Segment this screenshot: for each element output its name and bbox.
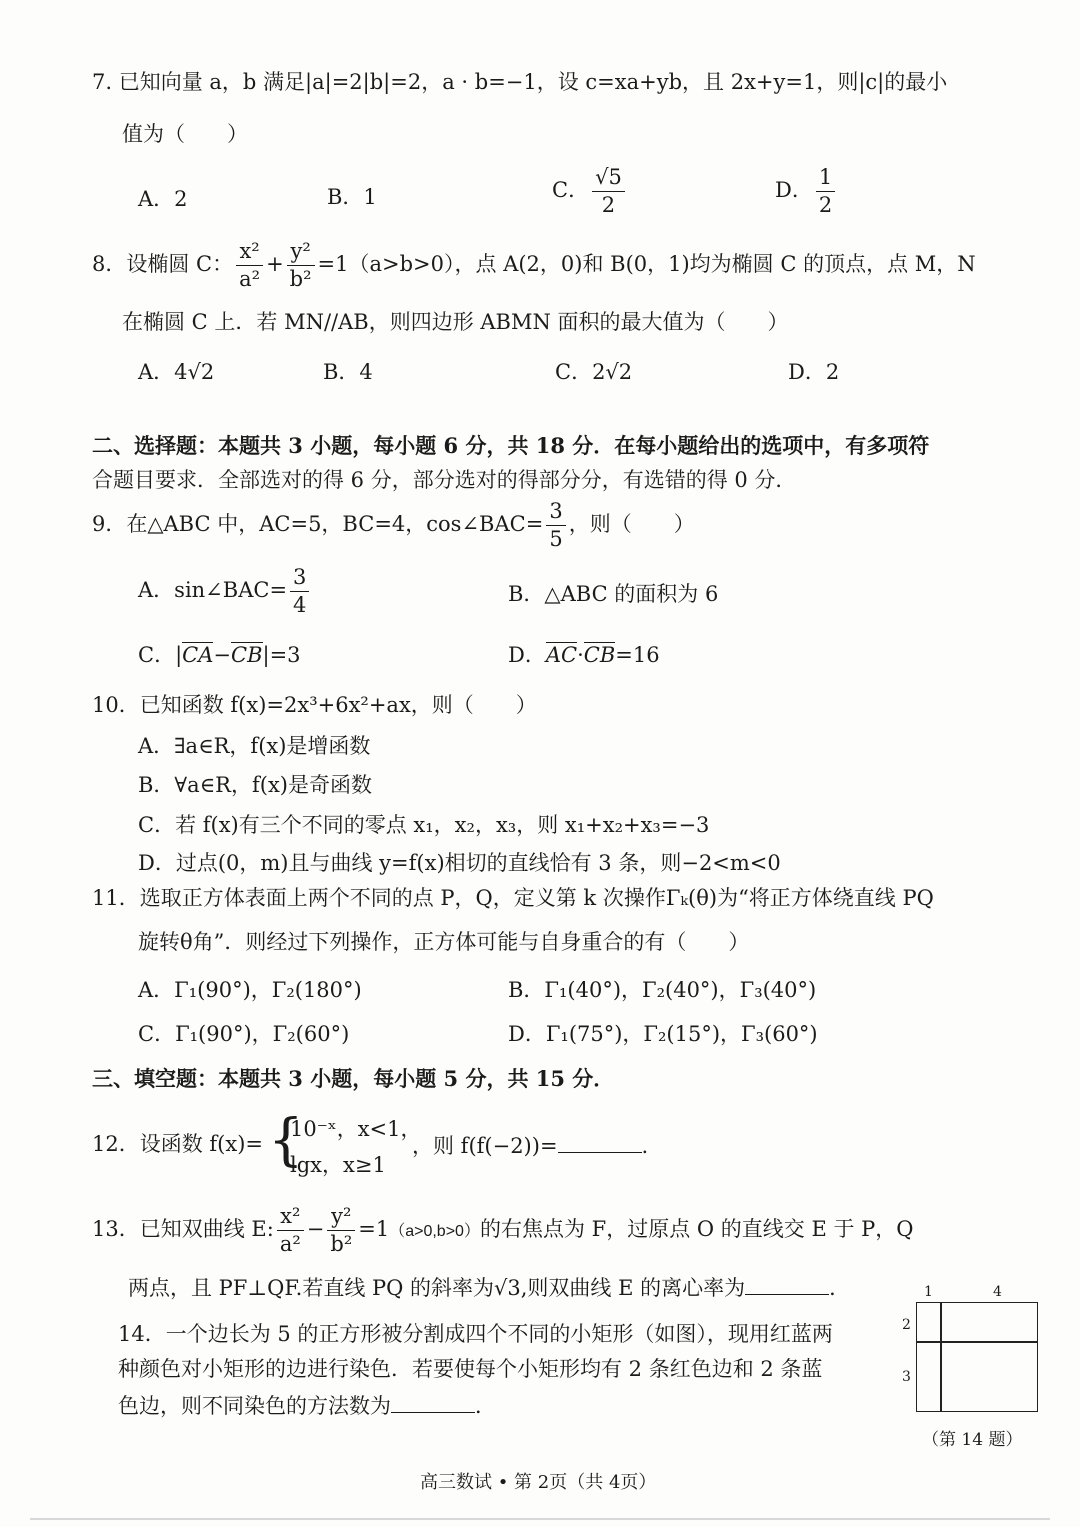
q7-option-b: B．1 — [327, 185, 377, 209]
q12-prefix: 12．设函数 f(x)= — [92, 1132, 263, 1156]
q8-frac-x — [236, 240, 263, 291]
q8-frac-y-den: b² — [289, 267, 312, 292]
q8-frac-y-num: y² — [287, 240, 315, 266]
q8-stem-line2: 在椭圆 C 上．若 MN//AB，则四边形 ABMN 面积的最大值为（ ） — [122, 310, 789, 334]
q8-frac-y — [287, 240, 315, 291]
q8-option-b: B．4 — [323, 360, 373, 384]
q10-option-d: D．过点(0，m)且与曲线 y=f(x)相切的直线恰有 3 条，则−2<m<0 — [138, 851, 781, 875]
q8-frac-x-den: a² — [239, 267, 261, 292]
q7-option-c — [552, 166, 628, 217]
q9-frac-num: 3 — [546, 500, 565, 526]
q7-option-d-fraction — [816, 166, 835, 217]
q7-stem-line1: 7. 已知向量 a，b 满足|a|=2|b|=2，a · b=−1，设 c=xa+yb，且 2x+y=1，则|c|的最小 — [92, 70, 948, 94]
q13-frac-y-den: b² — [330, 1232, 353, 1257]
section2-heading-line1: 二、选择题：本题共 3 小题，每小题 6 分，共 18 分．在每小题给出的选项中，有多项符 — [92, 433, 930, 458]
q8-option-d: D．2 — [788, 360, 840, 384]
q14-line3-text: 色边，则不同染色的方法数为 — [118, 1394, 391, 1418]
q8-option-c: C．2√2 — [555, 360, 633, 384]
q14-fig-square — [916, 1302, 1038, 1412]
q9-option-d-prefix: D． — [508, 643, 546, 667]
q9-frac-den: 5 — [549, 527, 563, 552]
q7-stem-line2: 值为（ ） — [122, 122, 248, 146]
q8-stem-line1 — [92, 240, 976, 291]
q7-option-d-label: D． — [775, 178, 813, 203]
page-footer: 高三数试 • 第 2页（共 4页） — [420, 1472, 657, 1493]
q9-option-a-frac — [290, 566, 309, 617]
q11-stem-line2: 旋转θ角”．则经过下列操作，正方体可能与自身重合的有（ ） — [138, 930, 750, 954]
q13-frac-x — [277, 1205, 304, 1256]
q9-option-a-prefix: A．sin∠BAC= — [138, 578, 288, 603]
q9-vector-ca: CA — [182, 643, 214, 667]
q11-option-c: C．Γ₁(90°)，Γ₂(60°) — [138, 1022, 350, 1046]
q9-option-d-dot: · — [577, 643, 584, 667]
q8-prefix: 8．设椭圆 C： — [92, 252, 234, 277]
q14-fig-top-label-1: 1 — [924, 1284, 933, 1300]
q7-option-d-den: 2 — [818, 193, 833, 218]
q13-line2-end: ． — [829, 1276, 851, 1300]
page-bottom-rule — [30, 1518, 1050, 1520]
q9-option-a — [138, 566, 312, 617]
q9-option-d-suffix: =16 — [615, 643, 660, 667]
q13-frac-x-num: x² — [277, 1205, 304, 1231]
q14-stem-line2: 种颜色对小矩形的边进行染色．若要使每个小矩形均有 2 条红色边和 2 条蓝 — [118, 1357, 823, 1381]
q12-suffix: ，则 f(f(−2))= . — [412, 1134, 649, 1158]
section2-heading-line2: 合题目要求．全部选对的得 6 分，部分选对的得部分分，有选错的得 0 分． — [92, 468, 797, 492]
q11-option-d: D．Γ₁(75°)，Γ₂(15°)，Γ₃(60°) — [508, 1022, 818, 1046]
q13-frac-y-num: y² — [327, 1205, 355, 1231]
q9-option-c-suffix: |=3 — [262, 643, 301, 667]
q11-option-a: A．Γ₁(90°)，Γ₂(180°) — [138, 978, 362, 1002]
q12-suffix-text: ，则 f(f(−2))= — [412, 1134, 558, 1158]
q9-vector-cb2: CB — [583, 643, 616, 667]
q9-option-c-minus: − — [213, 643, 231, 667]
q14-answer-blank — [391, 1394, 475, 1413]
q9-stem — [92, 500, 695, 551]
q9-vector-cb: CB — [231, 643, 263, 667]
q8-plus: + — [266, 252, 284, 277]
q13-prefix: 13．已知双曲线 E: — [92, 1217, 274, 1242]
q11-stem-line1: 11．选取正方体表面上两个不同的点 P，Q，定义第 k 次操作Γₖ(θ)为“将正方体绕直线 PQ — [92, 886, 934, 910]
q7-option-c-fraction — [592, 166, 625, 217]
q9-option-c-prefix: C．| — [138, 643, 183, 667]
q9-vector-ac: AC — [545, 643, 578, 667]
q14-fig-left-label-3: 3 — [902, 1369, 911, 1385]
q12-answer-blank — [558, 1134, 642, 1153]
q7-option-d-num: 1 — [816, 166, 835, 192]
q13-frac-x-den: a² — [279, 1232, 301, 1257]
q14-fig-caption: （第 14 题） — [922, 1430, 1023, 1450]
q13-answer-blank — [745, 1276, 829, 1295]
q9-option-a-num: 3 — [290, 566, 309, 592]
q14-stem-line1: 14．一个边长为 5 的正方形被分割成四个不同的小矩形（如图），现用红蓝两 — [118, 1322, 833, 1346]
q7-option-c-num: √5 — [592, 166, 625, 192]
q12-case-2: lgx，x≥1 — [290, 1153, 386, 1177]
q8-frac-x-num: x² — [236, 240, 263, 266]
q14-fig-vertical-divider — [940, 1302, 942, 1412]
q14-stem-line3 — [118, 1394, 496, 1417]
q14-fig-left-label-2: 2 — [902, 1317, 911, 1333]
q10-stem: 10．已知函数 f(x)=2x³+6x²+ax，则（ ） — [92, 693, 537, 717]
q14-line3-end: ． — [475, 1394, 496, 1418]
q9-option-d — [508, 645, 660, 666]
q12-case-1: 10⁻ˣ，x<1， — [290, 1117, 422, 1141]
q11-option-b: B．Γ₁(40°)，Γ₂(40°)，Γ₃(40°) — [508, 978, 817, 1002]
q7-option-a: A．2 — [138, 187, 188, 211]
q7-option-d — [775, 166, 838, 217]
q13-stem-line2 — [128, 1276, 850, 1299]
q13-stem-line1 — [92, 1205, 913, 1256]
q9-frac — [546, 500, 565, 551]
q9-suffix: ，则（ ） — [568, 512, 695, 537]
q13-suffix: 的右焦点为 F，过原点 O 的直线交 E 于 P，Q — [479, 1217, 914, 1242]
q8-suffix: =1（a>b>0），点 A(2，0)和 B(0，1)均为椭圆 C 的顶点，点 M，N — [317, 252, 976, 277]
q13-minus: − — [306, 1217, 325, 1242]
q8-option-a: A．4√2 — [138, 360, 215, 384]
q13-eq: =1 — [358, 1217, 390, 1242]
q7-option-c-den: 2 — [601, 193, 616, 218]
q10-option-b: B．∀a∈R，f(x)是奇函数 — [138, 773, 372, 797]
q9-option-b: B．△ABC 的面积为 6 — [508, 582, 719, 606]
q14-fig-top-label-4: 4 — [993, 1284, 1002, 1300]
q13-condition: （a>0,b>0） — [389, 1223, 480, 1241]
q12-left-brace: { — [268, 1108, 304, 1173]
q10-option-c: C．若 f(x)有三个不同的零点 x₁，x₂，x₃，则 x₁+x₂+x₃=−3 — [138, 813, 710, 837]
q13-line2-text: 两点，且 PF⊥QF.若直线 PQ 的斜率为√3,则双曲线 E 的离心率为 — [128, 1276, 746, 1300]
q9-option-c — [138, 645, 301, 666]
q14-fig-horizontal-divider — [916, 1341, 1038, 1343]
q9-option-a-den: 4 — [293, 593, 307, 618]
q10-option-a: A．∃a∈R，f(x)是增函数 — [138, 734, 371, 758]
q7-option-c-label: C． — [552, 178, 590, 203]
q13-frac-y — [327, 1205, 355, 1256]
section3-heading: 三、填空题：本题共 3 小题，每小题 5 分，共 15 分． — [92, 1066, 615, 1091]
q9-prefix: 9．在△ABC 中，AC=5，BC=4，cos∠BAC= — [92, 512, 544, 537]
